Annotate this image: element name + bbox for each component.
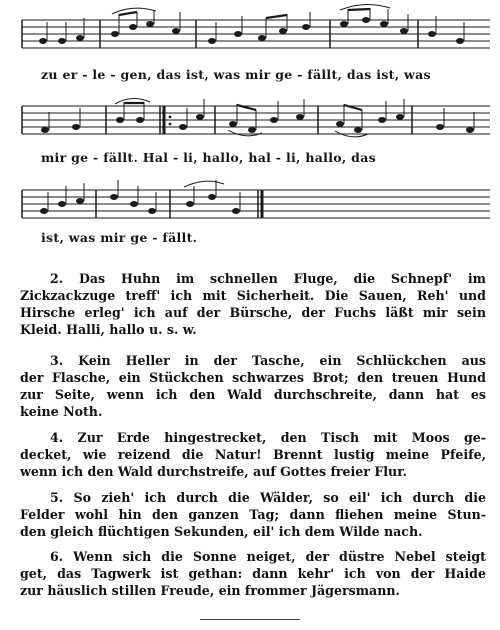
verse-2 bbox=[20, 270, 486, 338]
staff-system-2 bbox=[22, 98, 490, 136]
verse-number: 3. bbox=[50, 353, 64, 368]
verse-line: wenn ich den Wald durchstreife, auf Gottes freier Flur. bbox=[20, 464, 408, 479]
staff-system-3 bbox=[22, 180, 490, 218]
verse-number: 2. bbox=[50, 271, 64, 286]
verse-number: 6. bbox=[50, 549, 64, 564]
verse-line: Kleid. Halli, hallo u. s. w. bbox=[20, 322, 197, 337]
verse-line: der Flasche, ein Stückchen schwarzes Brot; den treuen Hund bbox=[20, 370, 486, 385]
lyric-line-1: zu er - le - gen, das ist, was mir ge - fällt, das ist, was bbox=[41, 67, 431, 82]
verse-6 bbox=[20, 548, 486, 599]
closing-rule bbox=[200, 619, 300, 620]
verse-line: keine Noth. bbox=[20, 404, 103, 419]
verse-line: get, das Tagwerk ist gethan: dann kehr' ich von der Haide bbox=[20, 566, 486, 581]
verse-5 bbox=[20, 489, 486, 540]
verse-line: 2. Das Huhn im schnellen Fluge, die Schnepf' im bbox=[50, 271, 487, 286]
verse-4 bbox=[20, 429, 486, 480]
verse-line: zur Seite, wenn ich den Wald durchschreite, dann hat es bbox=[20, 387, 486, 402]
verse-line: Felder wohl hin den ganzen Tag; dann fliehen meine Stun- bbox=[20, 507, 486, 522]
verse-line: 6. Wenn sich die Sonne neiget, der düstre Nebel steigt bbox=[50, 549, 486, 564]
verse-line: Zickzackzuge treff' ich mit Sicherheit. Die Sauen, Reh' und bbox=[20, 288, 486, 303]
music-score bbox=[0, 0, 500, 260]
verse-line: zur häuslich stillen Freude, ein frommer Jägersmann. bbox=[20, 583, 400, 598]
lyric-line-3: ist, was mir ge - fällt. bbox=[41, 230, 198, 245]
verse-line: decket, wie reizend die Natur! Brennt lustig meine Pfeife, bbox=[20, 447, 486, 462]
verse-line: 4. Zur Erde hingestrecket, den Tisch mit Moos ge- bbox=[50, 430, 486, 445]
verse-line: Hirsche erleg' ich auf der Bürsche, der Fuchs läßt mir sein bbox=[20, 305, 486, 320]
verse-line: 3. Kein Heller in der Tasche, ein Schlückchen aus bbox=[50, 353, 486, 368]
lyric-line-2: mir ge - fällt. Hal - li, hallo, hal - li, hallo, das bbox=[41, 150, 376, 165]
staff-system-1 bbox=[22, 4, 490, 48]
verse-line: 5. So zieh' ich durch die Wälder, so eil' ich durch die bbox=[50, 490, 487, 505]
verse-number: 5. bbox=[50, 490, 64, 505]
verse-number: 4. bbox=[50, 430, 64, 445]
verse-3 bbox=[20, 352, 486, 420]
verse-line: den gleich flüchtigen Sekunden, eil' ich dem Wilde nach. bbox=[20, 524, 423, 539]
